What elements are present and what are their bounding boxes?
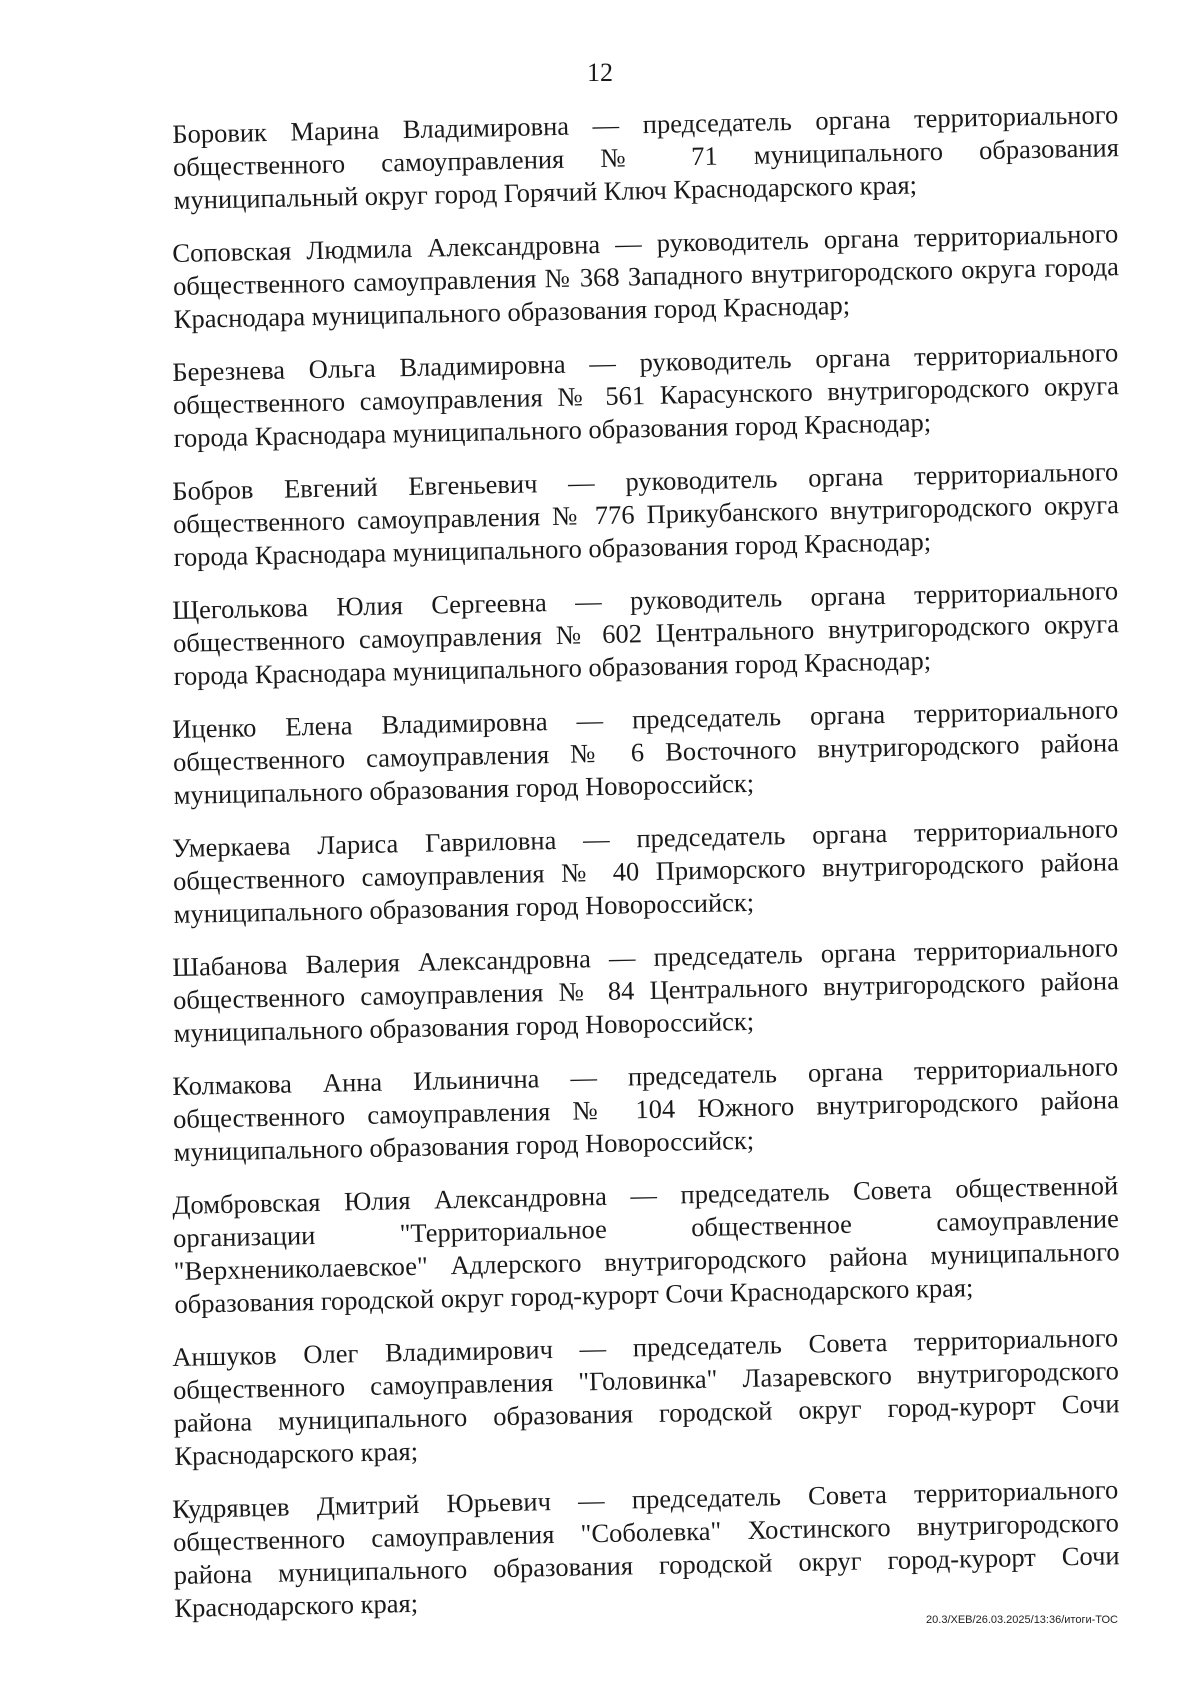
list-item: Домбровская Юлия Александровна — председатель Совета общественной организации "Территориальное общественное самоуправление "Верхнениколаевское" Адлерского внутригородского района муниципального образования городской округ город-курорт Сочи Краснодарского края; (172, 1170, 1120, 1319)
list-item: Бобров Евгений Евгеньевич — руководитель органа территориального общественного самоуправления № 776 Прикубанского внутригородского округа города Краснодара муниципального образования город Краснодар; (172, 456, 1120, 572)
list-item: Боровик Марина Владимировна — председатель органа территориального общественного самоуправления № 71 муниципального образования муниципальный округ город Горячий Ключ Краснодарского края; (172, 99, 1120, 215)
list-item: Кудрявцев Дмитрий Юрьевич — председатель Совета территориального общественного самоуправления "Соболевка" Хостинского внутригородского района муниципального образования городской округ город-курорт Сочи Краснодарского края; (172, 1474, 1120, 1623)
list-item: Колмакова Анна Ильинична — председатель органа территориального общественного самоуправления № 104 Южного внутригородского района муниципального образования город Новороссийск; (172, 1051, 1120, 1167)
list-item: Умеркаева Лариса Гавриловна — председатель органа территориального общественного самоуправления № 40 Приморского внутригородского района муниципального образования город Новороссийск; (172, 813, 1120, 929)
document-body (172, 99, 1120, 1645)
page-number: 12 (587, 58, 613, 87)
list-item: Аншуков Олег Владимирович — председатель Совета территориального общественного самоуправления "Головинка" Лазаревского внутригородского района муниципального образования городской округ город-курорт Сочи Краснодарского края; (172, 1322, 1120, 1471)
list-item: Иценко Елена Владимировна — председатель органа территориального общественного самоуправления № 6 Восточного внутригородского района муниципального образования город Новороссийск; (172, 694, 1120, 810)
list-item: Щеголькова Юлия Сергеевна — руководитель органа территориального общественного самоуправления № 602 Центрального внутригородского округа города Краснодара муниципального образования город Краснодар; (172, 575, 1120, 691)
document-code: 20.3/ХЕВ/26.03.2025/13:36/итоги-ТОС (926, 1614, 1118, 1626)
list-item: Березнева Ольга Владимировна — руководитель органа территориального общественного самоуправления № 561 Карасунского внутригородского округа города Краснодара муниципального образования город Краснодар; (172, 337, 1120, 453)
list-item: Шабанова Валерия Александровна — председатель органа территориального общественного самоуправления № 84 Центрального внутригородского района муниципального образования город Новороссийск; (172, 932, 1120, 1048)
list-item: Соповская Людмила Александровна — руководитель органа территориального общественного самоуправления № 368 Западного внутригородского округа города Краснодара муниципального образования город Краснодар; (172, 218, 1120, 334)
